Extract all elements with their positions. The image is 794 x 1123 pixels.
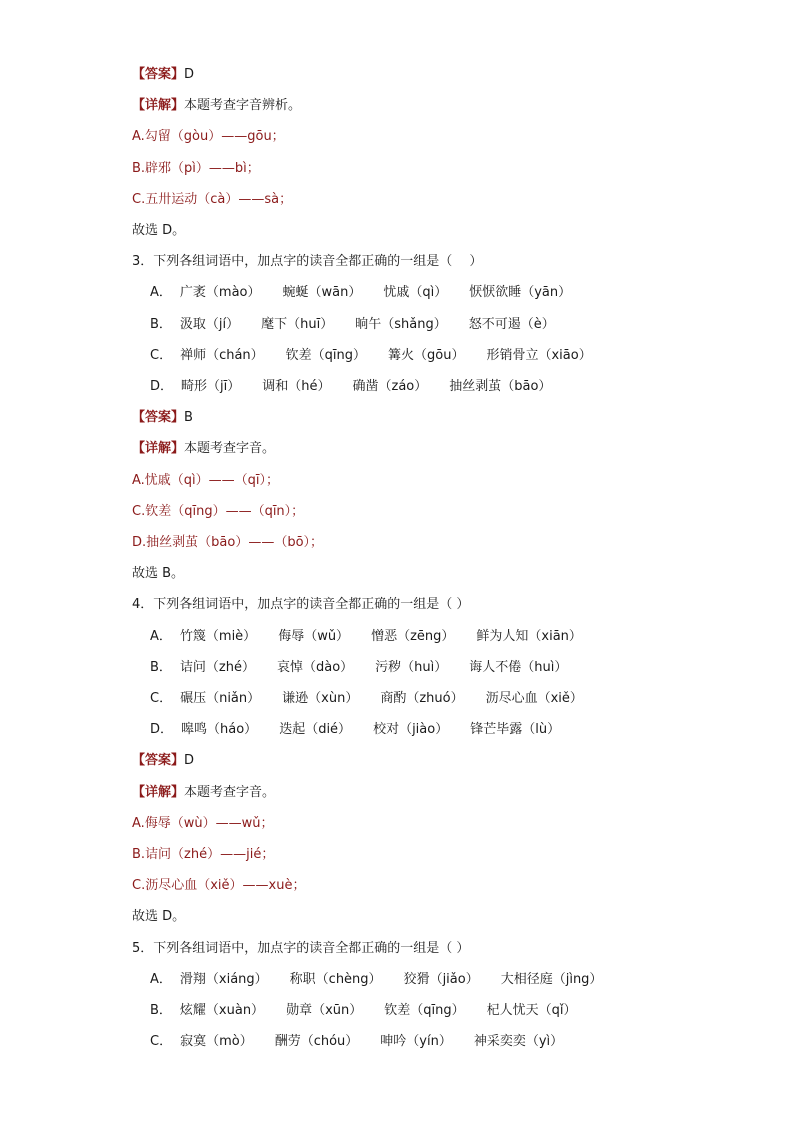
option-item: 诘问（zhé）	[179, 660, 255, 675]
option-item: 商酌（zhuó）	[380, 691, 464, 706]
option-item: 哀悼（dào）	[276, 660, 354, 675]
explanation-line	[132, 125, 285, 149]
explanation-line	[132, 812, 274, 836]
option-item: 谦逊（xùn）	[282, 691, 359, 706]
option-item: 炫耀（xuàn）	[179, 1003, 265, 1018]
option-item: 狡猾（jiǎo）	[403, 972, 479, 987]
line-text: 本题考查字音辨析。	[184, 98, 302, 113]
line-text: C.钦差（qīng）——（qīn）；	[132, 504, 305, 519]
option-item: 钦差（qīng）	[384, 1003, 465, 1018]
option-row	[150, 999, 598, 1023]
option-label: C．	[150, 1034, 173, 1049]
option-label: D．	[150, 379, 174, 394]
option-item: 滑翔（xiáng）	[179, 972, 268, 987]
line-text: B.辟邪（pì）——bì；	[132, 161, 260, 176]
answer-line	[132, 749, 194, 773]
option-label: B．	[150, 660, 172, 675]
option-label: C．	[150, 691, 173, 706]
explanation-line	[132, 157, 260, 181]
option-item: 鲜为人知（xiān）	[476, 629, 582, 644]
option-item: 称职（chèng）	[289, 972, 382, 987]
explanation-line	[132, 188, 292, 212]
option-item: 恹恹欲睡（yān）	[469, 285, 572, 300]
option-row	[150, 687, 605, 711]
line-text: B	[184, 410, 193, 425]
answer-line	[132, 63, 194, 87]
line-text: A.侮辱（wù）——wǔ；	[132, 816, 274, 831]
option-item: 沥尽心血（xiě）	[485, 691, 583, 706]
option-item: 大相径庭（jìng）	[500, 972, 603, 987]
text-line	[132, 219, 185, 243]
option-item: 憎恶（zēng）	[371, 629, 455, 644]
option-label: C．	[150, 348, 173, 363]
line-text: C.沥尽心血（xiě）——xuè；	[132, 878, 306, 893]
option-item: 畸形（jī）	[181, 379, 241, 394]
option-item: 汲取（jí）	[179, 317, 240, 332]
option-row	[150, 281, 593, 305]
option-item: 嗥鸣（háo）	[181, 722, 258, 737]
option-label: A．	[150, 972, 172, 987]
answer-line	[132, 781, 275, 805]
option-label: A．	[150, 629, 172, 644]
text-line	[132, 905, 185, 929]
text-line	[132, 562, 184, 586]
answer-line	[132, 437, 275, 461]
line-text: 5．下列各组词语中，加点字的读音全都正确的一组是（ ）	[132, 941, 470, 956]
option-item: 迭起（dié）	[279, 722, 352, 737]
line-text: D	[184, 753, 195, 768]
option-item: 确凿（záo）	[352, 379, 428, 394]
option-item: 抽丝剥茧（bāo）	[449, 379, 552, 394]
option-item: 麾下（huī）	[261, 317, 334, 332]
option-item: 竹篾（miè）	[179, 629, 257, 644]
section-tag: 【答案】	[132, 753, 185, 768]
option-item: 形销骨立（xiāo）	[486, 348, 592, 363]
option-row	[150, 968, 624, 992]
line-text: 本题考查字音。	[184, 441, 276, 456]
option-item: 侮辱（wǔ）	[278, 629, 350, 644]
line-text: C.五卅运动（cà）——sà；	[132, 192, 293, 207]
explanation-line	[132, 500, 304, 524]
line-text: 3．下列各组词语中，加点字的读音全都正确的一组是（ ）	[132, 254, 483, 269]
option-item: 锋芒毕露（lù）	[470, 722, 561, 737]
line-text: B.诘问（zhé）——jié；	[132, 847, 275, 862]
option-item: 呻吟（yín）	[380, 1034, 452, 1049]
line-text: 4．下列各组词语中，加点字的读音全都正确的一组是（ ）	[132, 597, 470, 612]
option-item: 调和（hé）	[262, 379, 331, 394]
option-label: B．	[150, 1003, 172, 1018]
option-item: 钦差（qīng）	[285, 348, 367, 363]
section-tag: 【详解】	[132, 441, 185, 456]
explanation-line	[132, 843, 274, 867]
option-item: 晌午（shǎng）	[355, 317, 447, 332]
option-row	[150, 718, 582, 742]
explanation-line	[132, 531, 323, 555]
line-text: A.忧戚（qì）——（qī）；	[132, 473, 280, 488]
option-item: 禅师（chán）	[180, 348, 264, 363]
option-item: 校对（jiào）	[373, 722, 449, 737]
option-item: 广袤（mào）	[179, 285, 261, 300]
option-row	[150, 1030, 585, 1054]
section-tag: 【答案】	[132, 67, 185, 82]
option-item: 碾压（niǎn）	[180, 691, 261, 706]
option-label: B．	[150, 317, 172, 332]
option-row	[150, 375, 573, 399]
answer-line	[132, 94, 301, 118]
option-item: 怒不可遏（è）	[468, 317, 555, 332]
option-item: 蜿蜒（wān）	[282, 285, 362, 300]
option-item: 忧戚（qì）	[383, 285, 448, 300]
option-item: 杞人忧天（qǐ）	[486, 1003, 577, 1018]
explanation-line	[132, 874, 305, 898]
option-row	[150, 344, 614, 368]
option-item: 神采奕奕（yì）	[473, 1034, 564, 1049]
text-line	[132, 250, 482, 274]
section-tag: 【答案】	[132, 410, 185, 425]
option-label: A．	[150, 285, 172, 300]
option-item: 勋章（xūn）	[286, 1003, 363, 1018]
option-row	[150, 625, 604, 649]
option-item: 污秽（huì）	[375, 660, 448, 675]
option-row	[150, 656, 589, 680]
line-text: 本题考查字音。	[184, 785, 276, 800]
line-text: 故选 B。	[132, 566, 185, 581]
text-line	[132, 593, 469, 617]
option-item: 篝火（gōu）	[388, 348, 465, 363]
line-text: D.抽丝剥茧（bāo）——（bō）；	[132, 535, 324, 550]
line-text: D	[184, 67, 195, 82]
line-text: 故选 D。	[132, 909, 186, 924]
explanation-line	[132, 469, 279, 493]
section-tag: 【详解】	[132, 98, 185, 113]
section-tag: 【详解】	[132, 785, 185, 800]
text-line	[132, 937, 469, 961]
line-text: A.勾留（gòu）——gōu；	[132, 129, 285, 144]
line-text: 故选 D。	[132, 223, 186, 238]
option-item: 诲人不倦（huì）	[469, 660, 568, 675]
option-row	[150, 313, 577, 337]
option-item: 寂寞（mò）	[180, 1034, 253, 1049]
option-item: 酬劳（chóu）	[274, 1034, 359, 1049]
answer-line	[132, 406, 193, 430]
option-label: D．	[150, 722, 174, 737]
